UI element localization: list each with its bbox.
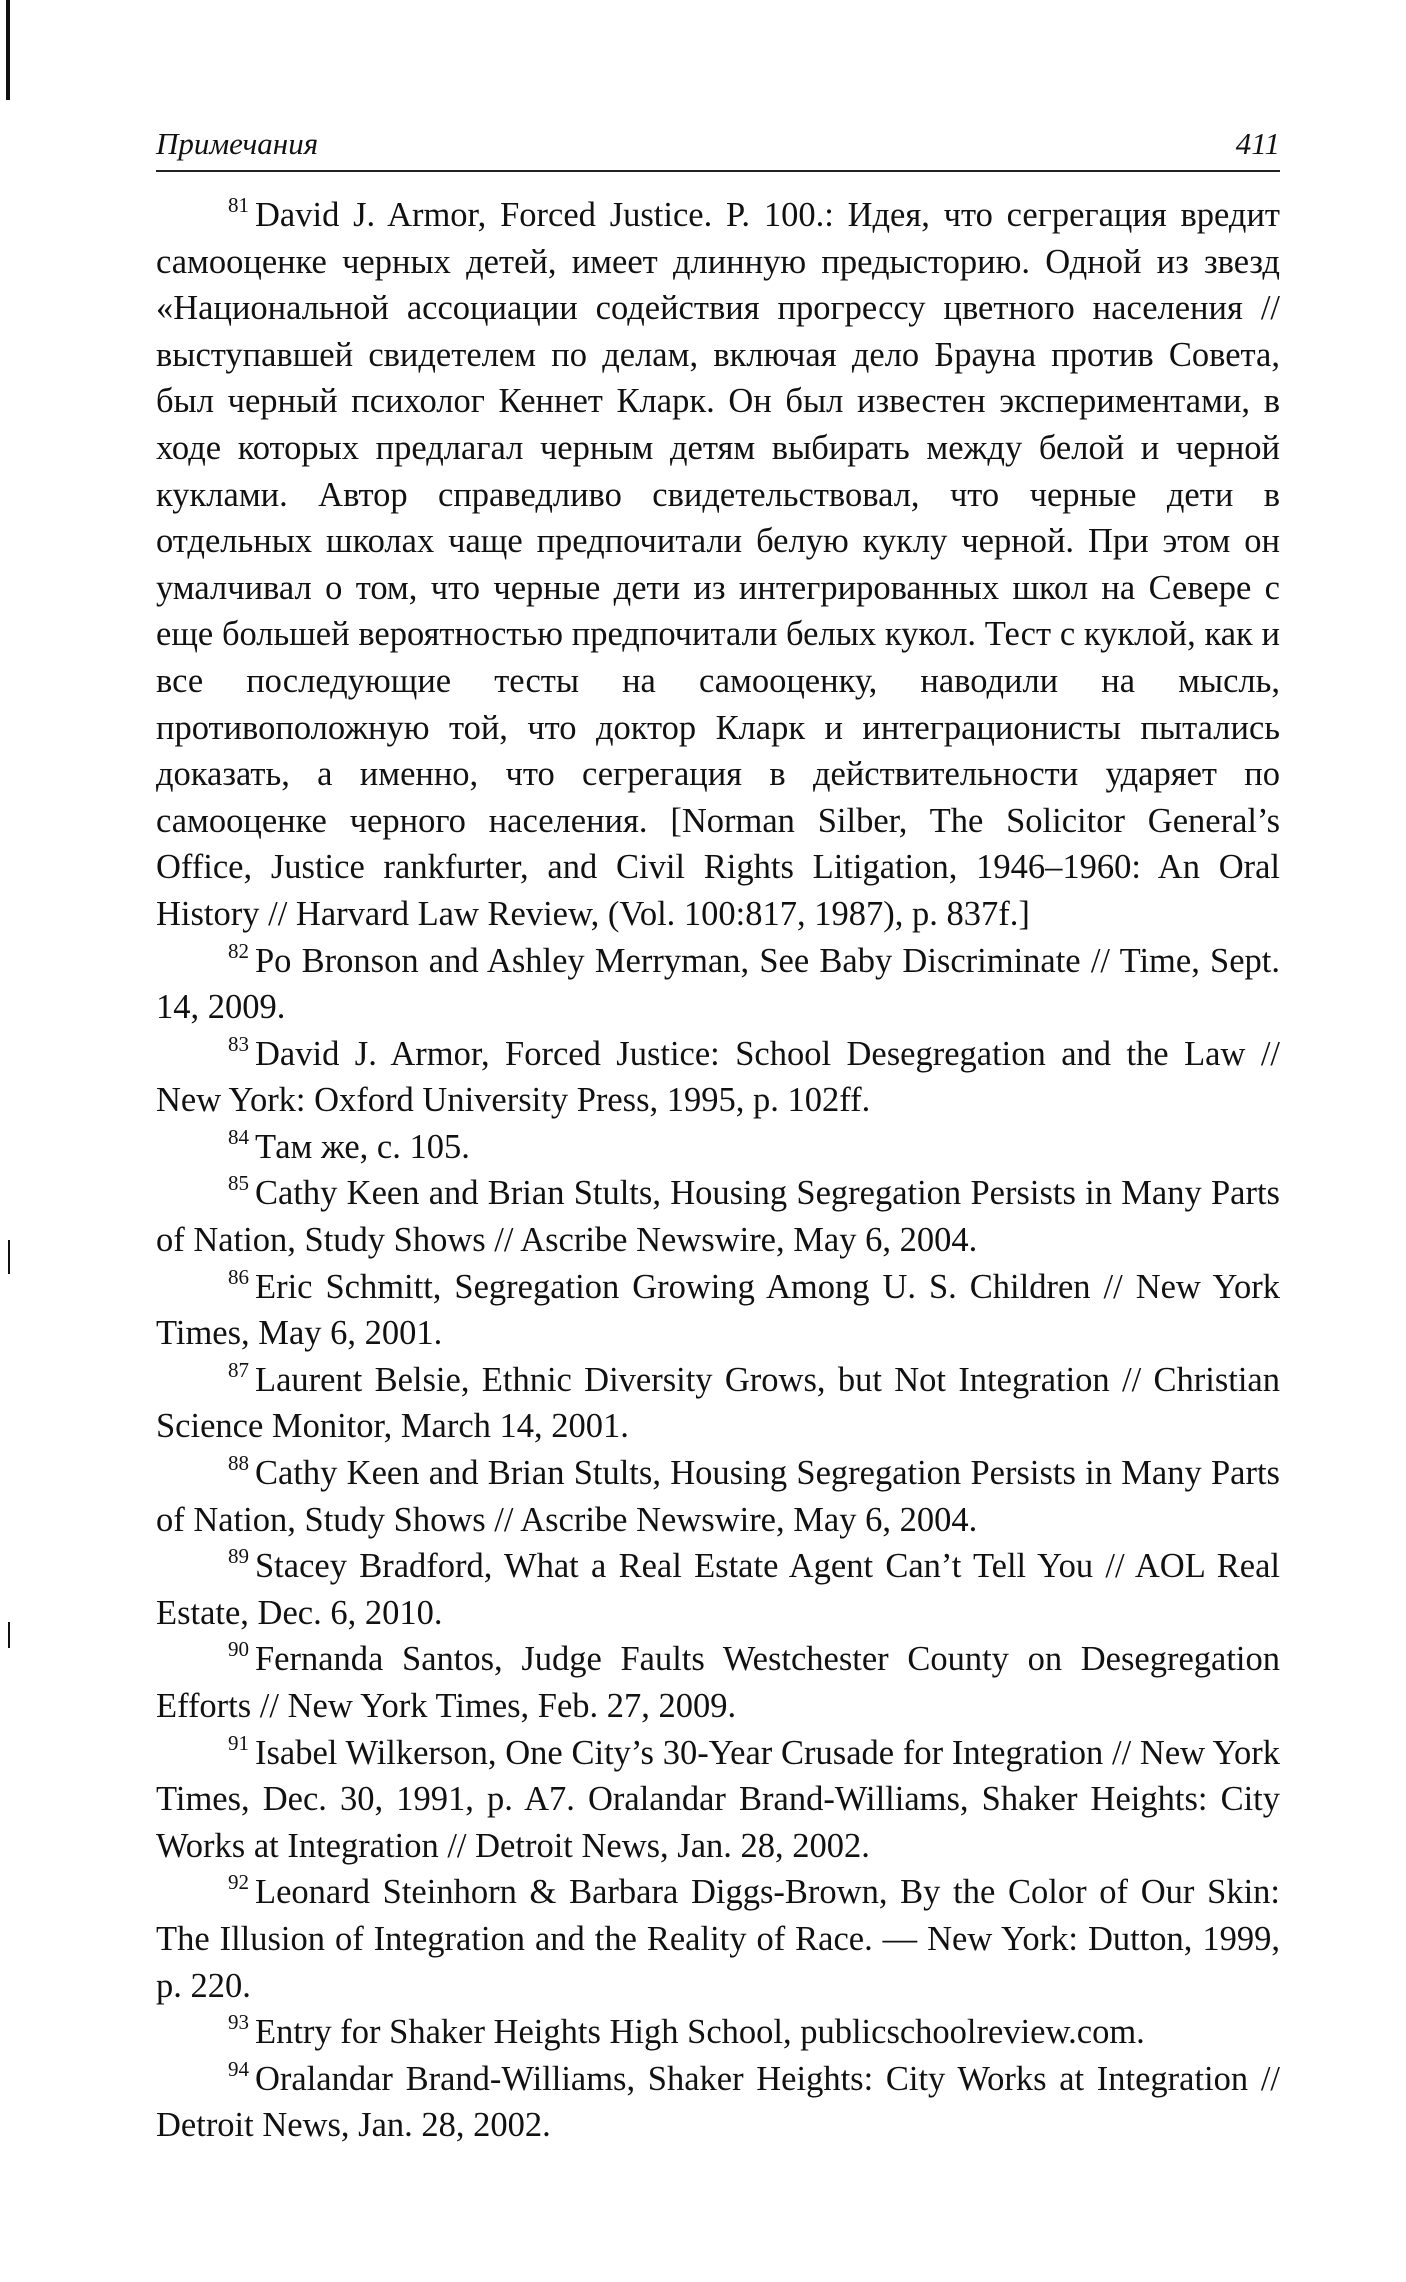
note-text: Cathy Keen and Brian Stults, Housing Segregation Persists in Many Parts of Nation, Study Shows // Ascribe Newswire, May 6, 2004. bbox=[156, 1454, 1280, 1539]
scan-edge-mark bbox=[8, 1240, 10, 1274]
note-text: Po Bronson and Ashley Merryman, See Baby Discriminate // Time, Sept. 14, 2009. bbox=[156, 941, 1280, 1027]
note-text: David J. Armor, Forced Justice. P. 100.: Идея, что сегрегация вредит самооценке черных детей, имеет длинную предысторию. Одной из звезд «Национальной ассоциации содействия прогрессу цветного населения // выступавшей свидетелем по делам, включая дело Брауна против Совета, был черный психолог Кеннет Кларк. Он был известен экспериментами, в ходе которых предлагал черным детям выбирать между белой и черной куклами. Автор справедливо свидетельствовал, что черные дети в отдельных школах чаще предпочитали белую куклу черной. При этом он умалчивал о том, что черные дети из интегрированных школ на Севере с еще большей вероятностью предпочитали белых кукол. Тест с куклой, как и все последующие тесты на самооценку, наводили на мысль, противоположную той, что доктор Кларк и интеграционисты пытались доказать, а именно, что сегрегация в действительности ударяет по самооценке черного населения. [Norman Silber, The Solicitor General’s Office, Justice rankfurter, and Civil Rights Litigation, 1946–1960: An Oral History // Harvard Law Review, (Vol. 100:817, 1987), p. 837f.] bbox=[156, 196, 1280, 933]
scan-edge-mark bbox=[8, 1622, 10, 1648]
endnote bbox=[156, 1264, 1280, 1357]
endnote bbox=[156, 1869, 1280, 2009]
endnote bbox=[156, 2009, 1280, 2056]
note-number: 94 bbox=[228, 2056, 249, 2081]
running-title: Примечания bbox=[156, 126, 319, 161]
endnotes-list bbox=[156, 192, 1280, 2149]
note-number: 83 bbox=[228, 1031, 249, 1056]
note-text: Cathy Keen and Brian Stults, Housing Segregation Persists in Many Parts of Nation, Study Shows // Ascribe Newswire, May 6, 2004. bbox=[156, 1174, 1280, 1260]
note-number: 92 bbox=[228, 1870, 249, 1895]
endnote bbox=[156, 1124, 1280, 1171]
note-number: 91 bbox=[228, 1730, 249, 1755]
note-text: Isabel Wilkerson, One City’s 30-Year Crusade for Integration // New York Times, Dec. 30, 1991, p. A7. Oralandar Brand-Williams, Shaker Heights: City Works at Integration // Detroit News, Jan. 28, 2002. bbox=[156, 1733, 1280, 1865]
endnote bbox=[156, 192, 1280, 938]
note-text: Entry for Shaker Heights High School, publicschoolreview.com. bbox=[255, 2013, 1145, 2052]
endnote bbox=[156, 1636, 1280, 1729]
endnote bbox=[156, 938, 1280, 1031]
note-text: Fernanda Santos, Judge Faults Westchester County on Desegregation Efforts // New York Times, Feb. 27, 2009. bbox=[156, 1640, 1280, 1725]
note-text: Eric Schmitt, Segregation Growing Among U. S. Children // New York Times, May 6, 2001. bbox=[156, 1267, 1280, 1353]
endnote bbox=[156, 2056, 1280, 2149]
note-text: Oralandar Brand-Williams, Shaker Heights: City Works at Integration // Detroit News, Jan. 28, 2002. bbox=[156, 2059, 1280, 2145]
note-text: Там же, с. 105. bbox=[255, 1127, 470, 1166]
endnote bbox=[156, 1357, 1280, 1450]
note-text: Leonard Steinhorn & Barbara Diggs-Brown, By the Color of Our Skin: The Illusion of Integration and the Reality of Race. — New York: Dutton, 1999, p. 220. bbox=[156, 1873, 1280, 2005]
scan-edge-mark bbox=[6, 0, 10, 100]
note-number: 88 bbox=[228, 1451, 249, 1476]
endnote bbox=[156, 1450, 1280, 1543]
note-number: 87 bbox=[228, 1357, 249, 1382]
note-number: 90 bbox=[228, 1637, 249, 1662]
header-rule bbox=[156, 170, 1280, 172]
endnote bbox=[156, 1730, 1280, 1870]
note-text: Laurent Belsie, Ethnic Diversity Grows, but Not Integration // Christian Science Monitor, March 14, 2001. bbox=[156, 1360, 1280, 1446]
note-text: David J. Armor, Forced Justice: School Desegregation and the Law // New York: Oxford University Press, 1995, p. 102ff. bbox=[156, 1034, 1280, 1120]
note-text: Stacey Bradford, What a Real Estate Agent Can’t Tell You // AOL Real Estate, Dec. 6, 2010. bbox=[156, 1547, 1280, 1632]
note-number: 86 bbox=[228, 1264, 249, 1289]
note-number: 93 bbox=[228, 2010, 249, 2035]
endnote bbox=[156, 1031, 1280, 1124]
endnote bbox=[156, 1170, 1280, 1263]
note-number: 81 bbox=[228, 193, 249, 217]
page-number: 411 bbox=[1235, 126, 1280, 161]
note-number: 85 bbox=[228, 1171, 249, 1196]
note-number: 82 bbox=[228, 938, 249, 963]
endnote bbox=[156, 1543, 1280, 1636]
note-number: 89 bbox=[228, 1544, 249, 1569]
note-number: 84 bbox=[228, 1124, 249, 1149]
page-header bbox=[156, 124, 1280, 172]
